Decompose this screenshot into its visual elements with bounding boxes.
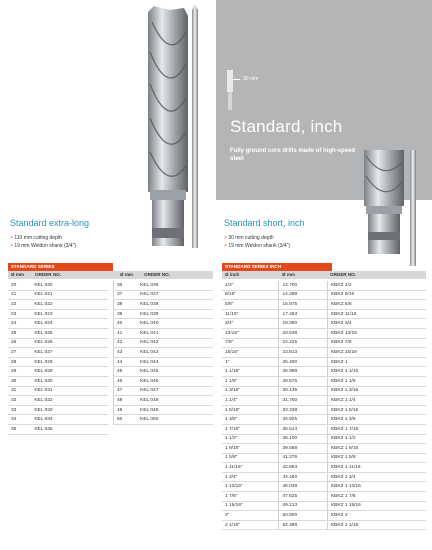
cell-dia-inch: 1 5/8" <box>222 453 279 463</box>
cell-order-no: KEL 048 <box>137 396 213 406</box>
table-row <box>222 396 426 406</box>
cell-dia-inch: 1 13/16" <box>222 482 279 492</box>
col-order-no: ORDER NO. <box>330 272 357 277</box>
cell-dia-mm: 50 <box>114 415 138 425</box>
table-row <box>222 367 426 377</box>
dimension-text: 30 mm <box>243 76 259 82</box>
cell-dia-mm: 21 <box>8 290 31 300</box>
table-row <box>222 492 426 502</box>
cell-dia-mm: 25.400 <box>279 357 328 367</box>
table-row <box>114 367 214 377</box>
extra-long-table-left <box>8 281 108 435</box>
col-order-no: ORDER NO. <box>35 272 62 277</box>
table-row <box>222 319 426 329</box>
short-inch-table <box>222 281 426 530</box>
cell-order-no: KBKZ 1 5/16 <box>327 405 426 415</box>
cell-dia-inch: 1 3/16" <box>222 386 279 396</box>
cell-dia-mm: 22.225 <box>279 338 328 348</box>
table-row <box>8 376 108 386</box>
table-row <box>8 386 108 396</box>
table-row <box>114 396 214 406</box>
table-row <box>114 281 214 290</box>
col-order-no-2: ORDER NO. <box>144 272 171 277</box>
cell-order-no: KBKZ 1 13/16 <box>327 482 426 492</box>
cell-dia-mm: 27 <box>8 348 31 358</box>
cell-dia-mm: 48 <box>114 396 138 406</box>
cell-dia-mm: 30 <box>8 376 31 386</box>
cell-dia-mm: 28 <box>8 357 31 367</box>
table-row <box>114 300 214 310</box>
cell-order-no: KEL 045 <box>137 367 213 377</box>
table-row <box>222 328 426 338</box>
table-row <box>114 357 214 367</box>
cell-dia-mm: 31.750 <box>279 396 328 406</box>
cell-dia-mm: 20 <box>8 281 31 290</box>
table-row <box>222 405 426 415</box>
cell-dia-mm: 46.038 <box>279 482 328 492</box>
cell-dia-inch: 11/16" <box>222 309 279 319</box>
cell-order-no: KBKZ 1 7/16 <box>327 424 426 434</box>
table-row <box>222 482 426 492</box>
cell-order-no: KEL 041 <box>137 328 213 338</box>
cell-order-no: KEL 029 <box>31 367 108 377</box>
cell-order-no: KEL 039 <box>137 309 213 319</box>
cell-order-no: KEL 038 <box>137 300 213 310</box>
table-row <box>114 309 214 319</box>
cell-order-no: KEL 028 <box>31 357 108 367</box>
cell-dia-mm: 41.276 <box>279 453 328 463</box>
cell-order-no: KEL 024 <box>31 319 108 329</box>
cell-order-no: KBKZ 1 <box>327 357 426 367</box>
table-row <box>222 520 426 530</box>
page-title: Standard, inch <box>230 117 343 136</box>
table-row <box>222 290 426 300</box>
table-row <box>222 453 426 463</box>
cell-order-no: KEL 034 <box>31 415 108 425</box>
cell-order-no: KBKZ 1 3/4 <box>327 472 426 482</box>
cell-order-no: KBKZ 1 9/16 <box>327 444 426 454</box>
section-title-short-inch: Standard short, inch <box>224 218 305 228</box>
table-row <box>8 300 108 310</box>
cell-dia-inch: 2" <box>222 511 279 521</box>
series-bar-inch: STANDARD SERIES INCH <box>222 263 332 271</box>
col-dia-mm: Ø mm <box>11 272 25 277</box>
cell-dia-mm: 39.688 <box>279 444 328 454</box>
cell-order-no: KBKZ 11/16 <box>327 309 426 319</box>
cell-dia-mm: 49 <box>114 405 138 415</box>
extra-long-column-headers <box>8 271 213 279</box>
cell-dia-mm: 24 <box>8 319 31 329</box>
series-bar-standard: STANDARD SERIES <box>8 263 113 271</box>
cell-dia-inch: 13/16" <box>222 328 279 338</box>
cell-dia-mm: 30.136 <box>279 386 328 396</box>
cell-dia-mm: 33 <box>8 405 31 415</box>
cell-dia-mm: 25 <box>8 328 31 338</box>
table-row <box>222 281 426 290</box>
cell-order-no: KEL 022 <box>31 300 108 310</box>
cell-dia-mm: 32 <box>8 396 31 406</box>
cell-dia-mm: 49.213 <box>279 501 328 511</box>
cell-order-no: KEL 037 <box>137 290 213 300</box>
cell-dia-inch: 1 7/8" <box>222 492 279 502</box>
cell-order-no: KEL 032 <box>31 396 108 406</box>
cell-order-no: KEL 036 <box>137 281 213 290</box>
cell-dia-inch: 1 1/16" <box>222 367 279 377</box>
cell-dia-inch: 1/2" <box>222 281 279 290</box>
cell-dia-mm: 41 <box>114 328 138 338</box>
table-row <box>222 415 426 425</box>
cell-dia-mm: 23.813 <box>279 348 328 358</box>
spec-item: > 19 mm Weldon shank (3/4") <box>224 242 290 250</box>
cell-dia-inch: 1" <box>222 357 279 367</box>
extra-long-specs <box>10 234 76 250</box>
cell-order-no: KEL 046 <box>137 376 213 386</box>
table-row <box>8 367 108 377</box>
table-row <box>8 396 108 406</box>
section-title-extra-long: Standard extra-long <box>10 218 90 228</box>
table-row <box>222 357 426 367</box>
cell-order-no: KEL 035 <box>31 424 108 434</box>
cell-dia-mm: 34 <box>8 415 31 425</box>
table-row <box>222 472 426 482</box>
cell-order-no: KBKZ 13/16 <box>327 328 426 338</box>
table-row <box>8 328 108 338</box>
cell-dia-inch: 2 1/16" <box>222 520 279 530</box>
hero-description: Fully ground core drills made of high-speed steel <box>230 148 356 162</box>
cell-order-no: KBKZ 7/8 <box>327 338 426 348</box>
table-row <box>222 463 426 473</box>
cell-order-no: KBKZ 2 <box>327 511 426 521</box>
cell-dia-mm: 36.513 <box>279 424 328 434</box>
short-inch-column-headers <box>222 271 426 279</box>
cell-dia-mm: 23 <box>8 309 31 319</box>
cell-order-no: KEL 027 <box>31 348 108 358</box>
cell-dia-mm: 17.463 <box>279 309 328 319</box>
cell-order-no: KEL 031 <box>31 386 108 396</box>
table-row <box>114 338 214 348</box>
cell-order-no: KBKZ 1 3/8 <box>327 415 426 425</box>
table-row <box>222 386 426 396</box>
cell-order-no: KEL 050 <box>137 415 213 425</box>
cell-dia-mm: 22 <box>8 300 31 310</box>
table-row <box>222 444 426 454</box>
cell-dia-mm: 38.100 <box>279 434 328 444</box>
table-row <box>114 376 214 386</box>
cell-order-no: KEL 042 <box>137 338 213 348</box>
spec-item: > 19 mm Weldon shank (3/4") <box>10 242 76 250</box>
core-drill-image <box>140 2 210 262</box>
cell-order-no: KBKZ 3/4 <box>327 319 426 329</box>
table-row <box>8 405 108 415</box>
cell-dia-inch: 1 5/16" <box>222 405 279 415</box>
cell-dia-mm: 52.388 <box>279 520 328 530</box>
cell-dia-mm: 47.625 <box>279 492 328 502</box>
cell-dia-mm: 15.875 <box>279 300 328 310</box>
cell-order-no: KBKZ 1 1/4 <box>327 396 426 406</box>
table-row <box>8 319 108 329</box>
cell-order-no: KEL 044 <box>137 357 213 367</box>
cell-order-no: KBKZ 15/16 <box>327 348 426 358</box>
short-core-drill-image <box>360 146 422 268</box>
table-row <box>8 357 108 367</box>
cell-order-no: KEL 030 <box>31 376 108 386</box>
table-row <box>8 415 108 425</box>
cell-dia-inch: 1 1/4" <box>222 396 279 406</box>
cell-dia-inch: 3/4" <box>222 319 279 329</box>
spec-item: > 110 mm cutting depth <box>10 234 76 242</box>
cell-order-no: KEL 021 <box>31 290 108 300</box>
table-row <box>114 415 214 425</box>
cell-order-no: KEL 026 <box>31 338 108 348</box>
cell-dia-inch: 1 3/8" <box>222 415 279 425</box>
cell-dia-mm: 38 <box>114 300 138 310</box>
cell-dia-mm: 40 <box>114 319 138 329</box>
cell-dia-mm: 44 <box>114 357 138 367</box>
table-row <box>222 424 426 434</box>
cell-order-no: KEL 023 <box>31 309 108 319</box>
table-row <box>222 434 426 444</box>
cell-dia-inch: 9/16" <box>222 290 279 300</box>
cell-dia-mm: 33.338 <box>279 405 328 415</box>
cell-dia-inch: 1 1/2" <box>222 434 279 444</box>
cell-dia-mm: 31 <box>8 386 31 396</box>
cell-order-no: KBKZ 1 3/16 <box>327 386 426 396</box>
cell-dia-inch: 1 7/16" <box>222 424 279 434</box>
cell-dia-mm: 50.800 <box>279 511 328 521</box>
table-row <box>114 290 214 300</box>
table-row <box>114 405 214 415</box>
cell-dia-mm: 44.450 <box>279 472 328 482</box>
cell-order-no: KEL 043 <box>137 348 213 358</box>
cell-order-no: KEL 033 <box>31 405 108 415</box>
cell-dia-mm: 36 <box>114 281 138 290</box>
dimension-label <box>232 76 258 82</box>
cell-dia-inch: 1 9/16" <box>222 444 279 454</box>
col-dia-mm-2: Ø mm <box>120 272 134 277</box>
cell-order-no: KBKZ 1/2 <box>327 281 426 290</box>
table-row <box>8 290 108 300</box>
cell-dia-inch: 15/16" <box>222 348 279 358</box>
cell-order-no: KBKZ 1 7/8 <box>327 492 426 502</box>
cell-order-no: KBKZ 1 5/8 <box>327 453 426 463</box>
table-row <box>114 319 214 329</box>
cell-order-no: KEL 020 <box>31 281 108 290</box>
cell-dia-mm: 26 <box>8 338 31 348</box>
col-dia-inch: Ø inch <box>225 272 240 277</box>
cell-order-no: KEL 025 <box>31 328 108 338</box>
cell-order-no: KEL 040 <box>137 319 213 329</box>
extra-long-table-right <box>113 281 213 425</box>
cell-order-no: KEL 047 <box>137 386 213 396</box>
cell-order-no: KBKZ 1 15/16 <box>327 501 426 511</box>
cell-dia-mm: 20.638 <box>279 328 328 338</box>
cell-dia-mm: 42.863 <box>279 463 328 473</box>
cell-dia-mm: 34.925 <box>279 415 328 425</box>
table-row <box>8 309 108 319</box>
table-row <box>114 386 214 396</box>
cell-order-no: KBKZ 1 1/2 <box>327 434 426 444</box>
cell-dia-mm: 12.700 <box>279 281 328 290</box>
cell-dia-mm: 45 <box>114 367 138 377</box>
cell-dia-mm: 26.988 <box>279 367 328 377</box>
col-dia-mm: Ø mm <box>282 272 296 277</box>
table-row <box>222 376 426 386</box>
cell-dia-mm: 19.050 <box>279 319 328 329</box>
cell-dia-inch: 1 11/16" <box>222 463 279 473</box>
cell-order-no: KBKZ 1 11/16 <box>327 463 426 473</box>
cell-dia-mm: 42 <box>114 338 138 348</box>
cell-dia-mm: 37 <box>114 290 138 300</box>
cell-dia-inch: 1 1/8" <box>222 376 279 386</box>
cell-order-no: KBKZ 1 1/8 <box>327 376 426 386</box>
table-row <box>222 300 426 310</box>
cell-dia-mm: 46 <box>114 376 138 386</box>
cell-dia-mm: 43 <box>114 348 138 358</box>
table-row <box>222 348 426 358</box>
table-row <box>114 348 214 358</box>
dimension-arrow <box>232 79 240 80</box>
cell-order-no: KEL 049 <box>137 405 213 415</box>
cell-order-no: KBKZ 1 1/16 <box>327 367 426 377</box>
cell-dia-inch: 1 15/16" <box>222 501 279 511</box>
table-row <box>8 338 108 348</box>
cell-dia-inch: 5/8" <box>222 300 279 310</box>
cell-dia-mm: 47 <box>114 386 138 396</box>
table-row <box>222 338 426 348</box>
cell-order-no: KBKZ 9/16 <box>327 290 426 300</box>
short-inch-specs <box>224 234 290 250</box>
spec-item: > 30 mm cutting depth <box>224 234 290 242</box>
table-row <box>222 501 426 511</box>
table-row <box>8 281 108 290</box>
cell-order-no: KBKZ 5/8 <box>327 300 426 310</box>
cell-dia-mm: 35 <box>8 424 31 434</box>
table-row <box>114 328 214 338</box>
table-row <box>222 309 426 319</box>
cell-dia-mm: 14.288 <box>279 290 328 300</box>
cell-dia-mm: 39 <box>114 309 138 319</box>
cell-dia-inch: 1 3/4" <box>222 472 279 482</box>
cell-order-no: KBKZ 2 1/16 <box>327 520 426 530</box>
table-row <box>8 348 108 358</box>
table-row <box>222 511 426 521</box>
cell-dia-mm: 28.575 <box>279 376 328 386</box>
cell-dia-inch: 7/8" <box>222 338 279 348</box>
table-row <box>8 424 108 434</box>
cell-dia-mm: 29 <box>8 367 31 377</box>
